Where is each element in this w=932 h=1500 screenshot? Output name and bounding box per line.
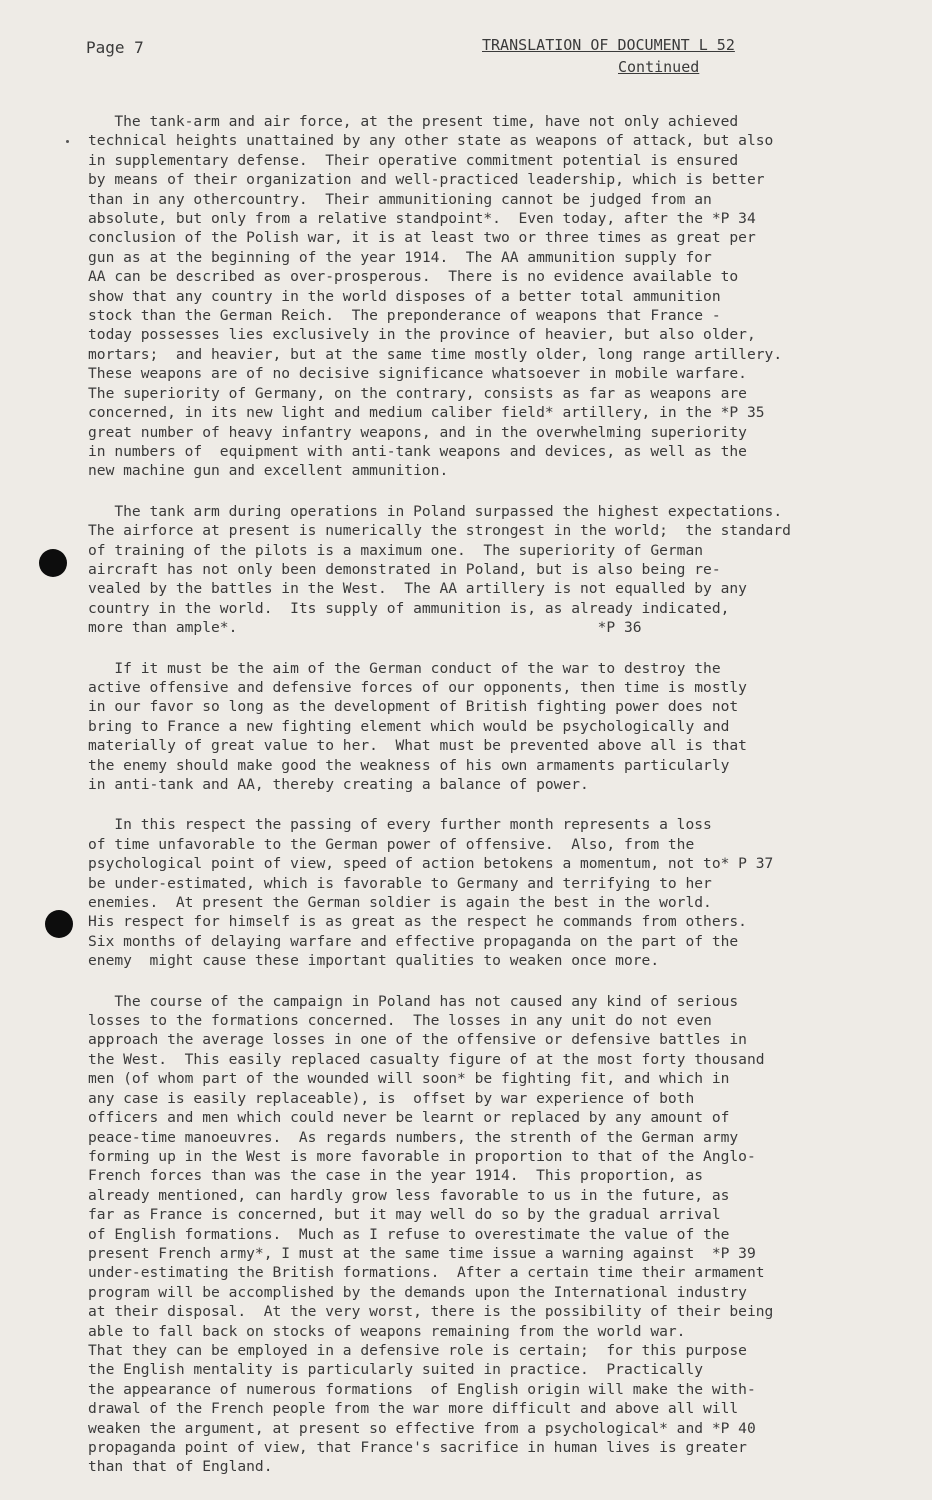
text-line: than in any othercountry. Their ammunitioning cannot be judged from an: [88, 190, 712, 208]
text-line: absolute, but only from a relative standpoint*. Even today, after the *P 34: [88, 210, 756, 228]
punch-hole: [39, 549, 67, 577]
text-line: losses to the formations concerned. The losses in any unit do not even: [88, 1012, 712, 1030]
text-line: French forces than was the case in the year 1914. This proportion, as: [88, 1167, 704, 1185]
text-line: today possesses lies exclusively in the province of heavier, but also older,: [88, 326, 756, 344]
text-line: already mentioned, can hardly grow less favorable to us in the future, as: [88, 1186, 730, 1204]
text-line: peace-time manoeuvres. As regards numbers, the strenth of the German army: [88, 1128, 739, 1146]
text-line: able to fall back on stocks of weapons remaining from the world war.: [88, 1322, 686, 1340]
text-line: In this respect the passing of every further month represents a loss: [88, 816, 712, 834]
text-line: mortars; and heavier, but at the same time mostly older, long range artillery.: [88, 345, 783, 363]
text-line: The superiority of Germany, on the contrary, consists as far as weapons are: [88, 384, 747, 402]
text-line: technical heights unattained by any other state as weapons of attack, but also: [88, 132, 774, 150]
document-title: TRANSLATION OF DOCUMENT L 52: [482, 36, 735, 54]
text-line: concerned, in its new light and medium caliber field* artillery, in the *P 35: [88, 404, 765, 422]
body-text: [88, 112, 868, 1498]
text-line: under-estimating the British formations. After a certain time their armament: [88, 1264, 765, 1282]
text-line: of time unfavorable to the German power of offensive. Also, from the: [88, 835, 695, 853]
text-line: aircraft has not only been demonstrated in Poland, but is also being re-: [88, 560, 721, 578]
text-line: by means of their organization and well-practiced leadership, which is better: [88, 171, 765, 189]
text-line: The airforce at present is numerically the strongest in the world; the standard: [88, 522, 791, 540]
text-line: show that any country in the world disposes of a better total ammunition: [88, 287, 721, 305]
text-line: vealed by the battles in the West. The AA artillery is not equalled by any: [88, 580, 747, 598]
text-line: country in the world. Its supply of ammunition is, as already indicated,: [88, 599, 730, 617]
text-line: active offensive and defensive forces of our opponents, then time is mostly: [88, 678, 747, 696]
document-subtitle: Continued: [618, 58, 700, 76]
text-line: at their disposal. At the very worst, there is the possibility of their being: [88, 1303, 774, 1321]
text-line: drawal of the French people from the war more difficult and above all will: [88, 1400, 739, 1418]
text-line: gun as at the beginning of the year 1914. The AA ammunition supply for: [88, 248, 712, 266]
paragraph: [88, 659, 868, 795]
text-line: Six months of delaying warfare and effective propaganda on the part of the: [88, 932, 739, 950]
text-line: forming up in the West is more favorable in proportion to that of the Anglo-: [88, 1147, 756, 1165]
text-line: stock than the German Reich. The preponderance of weapons that France -: [88, 307, 721, 325]
text-line: more than ample*. *P 36: [88, 619, 642, 637]
text-line: in supplementary defense. Their operative commitment potential is ensured: [88, 151, 739, 169]
text-line: That they can be employed in a defensive role is certain; for this purpose: [88, 1341, 747, 1359]
text-line: These weapons are of no decisive significance whatsoever in mobile warfare.: [88, 365, 747, 383]
text-line: of training of the pilots is a maximum one. The superiority of German: [88, 541, 704, 559]
text-line: men (of whom part of the wounded will soon* be fighting fit, and which in: [88, 1070, 730, 1088]
text-line: the West. This easily replaced casualty figure of at the most forty thousand: [88, 1050, 765, 1068]
text-line: The tank-arm and air force, at the present time, have not only achieved: [88, 113, 739, 130]
text-line: psychological point of view, speed of action betokens a momentum, not to* P 37: [88, 855, 774, 873]
text-line: present French army*, I must at the same time issue a warning against *P 39: [88, 1244, 756, 1262]
text-line: in our favor so long as the development of British fighting power does not: [88, 698, 739, 716]
page-number: Page 7: [86, 38, 144, 57]
paragraph: [88, 112, 868, 481]
text-line: the appearance of numerous formations of English origin will make the with-: [88, 1380, 756, 1398]
text-line: officers and men which could never be learnt or replaced by any amount of: [88, 1109, 730, 1127]
text-line: far as France is concerned, but it may well do so by the gradual arrival: [88, 1206, 721, 1224]
text-line: any case is easily replaceable), is offset by war experience of both: [88, 1089, 695, 1107]
text-line: conclusion of the Polish war, it is at least two or three times as great per: [88, 229, 756, 247]
text-line: The course of the campaign in Poland has not caused any kind of serious: [88, 992, 739, 1010]
text-line: approach the average losses in one of the offensive or defensive battles in: [88, 1031, 747, 1049]
text-line: The tank arm during operations in Poland surpassed the highest expectations.: [88, 502, 783, 520]
text-line: the enemy should make good the weakness of his own armaments particularly: [88, 756, 730, 774]
text-line: bring to France a new fighting element which would be psychologically and: [88, 717, 730, 735]
text-line: weaken the argument, at present so effective from a psychological* and *P 40: [88, 1419, 756, 1437]
text-line: program will be accomplished by the demands upon the International industry: [88, 1283, 747, 1301]
text-line: in numbers of equipment with anti-tank weapons and devices, as well as the: [88, 442, 747, 460]
punch-hole: [45, 910, 73, 938]
text-line: His respect for himself is as great as the respect he commands from others.: [88, 913, 747, 931]
text-line: enemy might cause these important qualities to weaken once more.: [88, 952, 660, 970]
text-line: in anti-tank and AA, thereby creating a balance of power.: [88, 776, 589, 793]
paragraph: [88, 502, 868, 638]
text-line: than that of England.: [88, 1458, 273, 1476]
text-line: materially of great value to her. What must be prevented above all is that: [88, 737, 747, 755]
text-line: be under-estimated, which is favorable to Germany and terrifying to her: [88, 874, 712, 892]
text-line: new machine gun and excellent ammunition.: [88, 462, 449, 480]
text-line: If it must be the aim of the German conduct of the war to destroy the: [88, 659, 721, 677]
text-line: of English formations. Much as I refuse to overestimate the value of the: [88, 1225, 730, 1243]
paragraph: [88, 815, 868, 970]
text-line: propaganda point of view, that France's sacrifice in human lives is greater: [88, 1439, 747, 1456]
text-line: great number of heavy infantry weapons, and in the overwhelming superiority: [88, 423, 747, 441]
paragraph: [88, 992, 868, 1477]
text-line: AA can be described as over-prosperous. There is no evidence available to: [88, 268, 739, 286]
text-line: the English mentality is particularly suited in practice. Practically: [88, 1361, 704, 1379]
margin-mark: [66, 140, 69, 143]
text-line: enemies. At present the German soldier is again the best in the world.: [88, 894, 712, 912]
